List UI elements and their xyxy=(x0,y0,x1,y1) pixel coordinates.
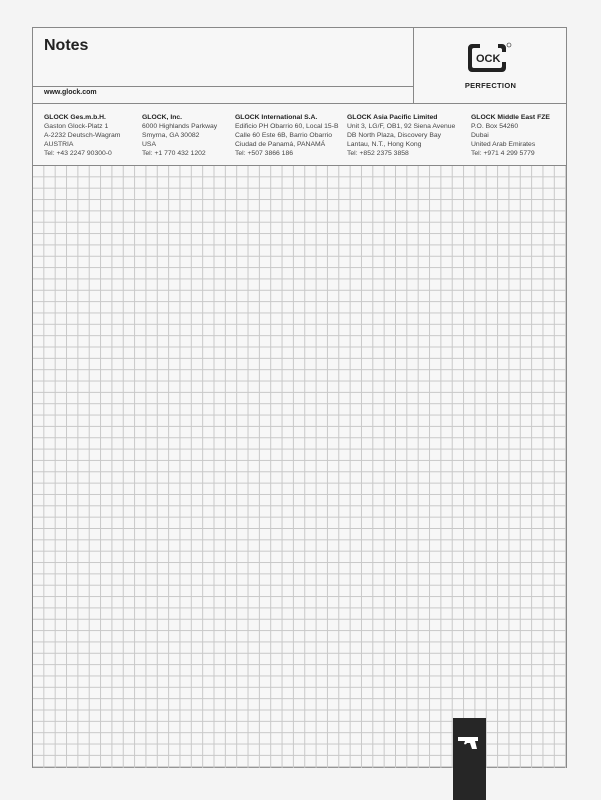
address-line: Unit 3, LG/F, OB1, 92 Siena Avenue xyxy=(347,123,456,130)
address-line: Gaston Glock-Platz 1 xyxy=(44,123,109,130)
glock-logo-icon xyxy=(466,42,512,74)
address-name: GLOCK Ges.m.b.H. xyxy=(44,114,106,121)
address-usa xyxy=(142,113,217,158)
pistol-icon xyxy=(457,735,481,751)
address-panama xyxy=(235,113,339,158)
address-phone: Tel: +971 4 299 5779 xyxy=(471,150,535,157)
address-phone: Tel: +507 3866 186 xyxy=(235,150,294,157)
address-line: United Arab Emirates xyxy=(471,141,536,148)
address-line: Edificio PH Obarrio 60, Local 15-B xyxy=(235,123,339,130)
address-name: GLOCK Middle East FZE xyxy=(471,114,550,121)
address-line: DB North Plaza, Discovery Bay xyxy=(347,132,442,139)
address-phone: Tel: +1 770 432 1202 xyxy=(142,150,206,157)
address-line: Ciudad de Panamá, PANAMÁ xyxy=(235,141,326,148)
logo-box xyxy=(413,28,567,103)
address-line: USA xyxy=(142,141,156,148)
address-name: GLOCK, Inc. xyxy=(142,114,183,121)
title-box xyxy=(33,28,413,87)
notepad-sheet xyxy=(32,27,567,768)
address-phone: Tel: +43 2247 90300-0 xyxy=(44,150,112,157)
website-url: www.glock.com xyxy=(44,89,97,96)
address-name: GLOCK Asia Pacific Limited xyxy=(347,114,438,121)
address-line: Dubai xyxy=(471,132,489,139)
page-title: Notes xyxy=(44,37,89,54)
address-name: GLOCK International S.A. xyxy=(235,114,318,121)
pistol-tab xyxy=(453,718,486,800)
address-line: Lantau, N.T., Hong Kong xyxy=(347,141,422,148)
address-phone: Tel: +852 2375 3858 xyxy=(347,150,409,157)
grid-writing-area xyxy=(33,166,566,768)
address-line: P.O. Box 54260 xyxy=(471,123,519,130)
brand-tagline: PERFECTION xyxy=(464,81,517,90)
address-line: 6000 Highlands Parkway xyxy=(142,123,218,130)
address-line: A-2232 Deutsch-Wagram xyxy=(44,132,121,139)
address-line: Calle 60 Este 6B, Barrio Obarrio xyxy=(235,132,333,139)
address-line: AUSTRIA xyxy=(44,141,74,148)
address-dubai xyxy=(471,113,550,158)
addresses-row xyxy=(33,103,566,166)
address-line: Smyrna, GA 30082 xyxy=(142,132,200,139)
address-hong-kong xyxy=(347,113,455,158)
address-austria xyxy=(44,113,120,158)
svg-text:OCK: OCK xyxy=(476,53,501,65)
